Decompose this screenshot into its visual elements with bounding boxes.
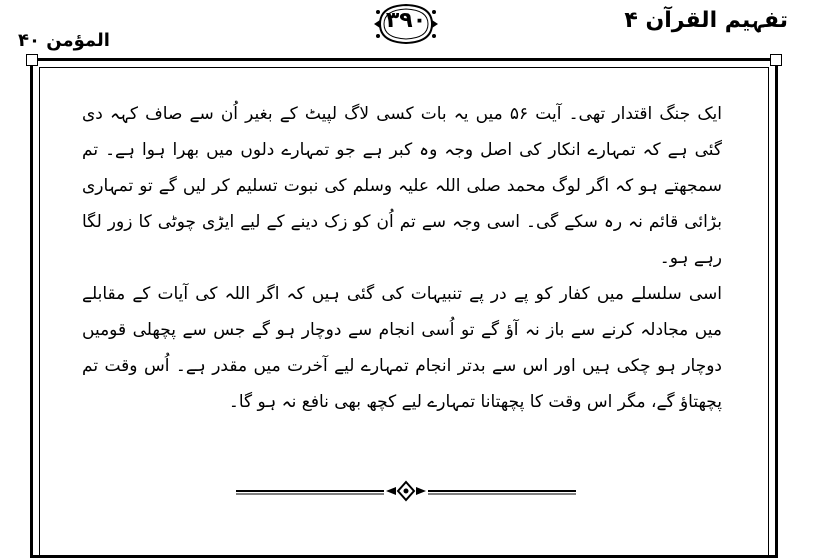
page-number-badge — [372, 2, 440, 46]
frame-corner-icon — [770, 54, 782, 66]
frame-corner-icon — [26, 54, 38, 66]
paragraph-2: اسی سلسلے میں کفار کو پے در پے تنبیہات کی گئی ہیں کہ اگر اللہ کی آیات کے مقابلے میں مجادلہ کرنے سے باز نہ آؤ گے تو اُسی انجام سے دوچار ہو گے جس سے پچھلی قومیں دوچار ہو چکی ہیں اور اس سے بدتر انجام تمہارے لیے آخرت میں مقدر ہے۔ اُس وقت تم پچھتاؤ گے، مگر اس وقت کا پچھتانا تمہارے لیے کچھ بھی نافع نہ ہو گا۔ — [82, 284, 722, 412]
section-divider — [236, 480, 576, 502]
page-header — [0, 0, 816, 56]
page-number: ۳۹۰ — [385, 8, 427, 33]
book-title: تفہیم القرآن ۴ — [624, 8, 788, 33]
divider-ornament-icon — [236, 480, 576, 502]
main-text — [82, 96, 722, 420]
paragraph-1: ایک جنگ اقتدار تھی۔ آیت ۵۶ میں یہ بات کسی لاگ لپیٹ کے بغیر اُن سے صاف کہہ دی گئی ہے کہ تمہارے انکار کی اصل وجہ وہ کبر ہے جو تمہارے دلوں میں بھرا ہوا ہے۔ تم سمجھتے ہو کہ اگر لوگ محمد صلی اللہ علیہ وسلم کی نبوت تسلیم کر لیں گے تو تمہاری بڑائی قائم نہ رہ سکے گی۔ اسی وجہ سے تم اُن کو زک دینے کے لیے ایڑی چوٹی کا زور لگا رہے ہو۔ — [82, 104, 722, 268]
surah-name: المؤمن ۴۰ — [18, 30, 110, 51]
